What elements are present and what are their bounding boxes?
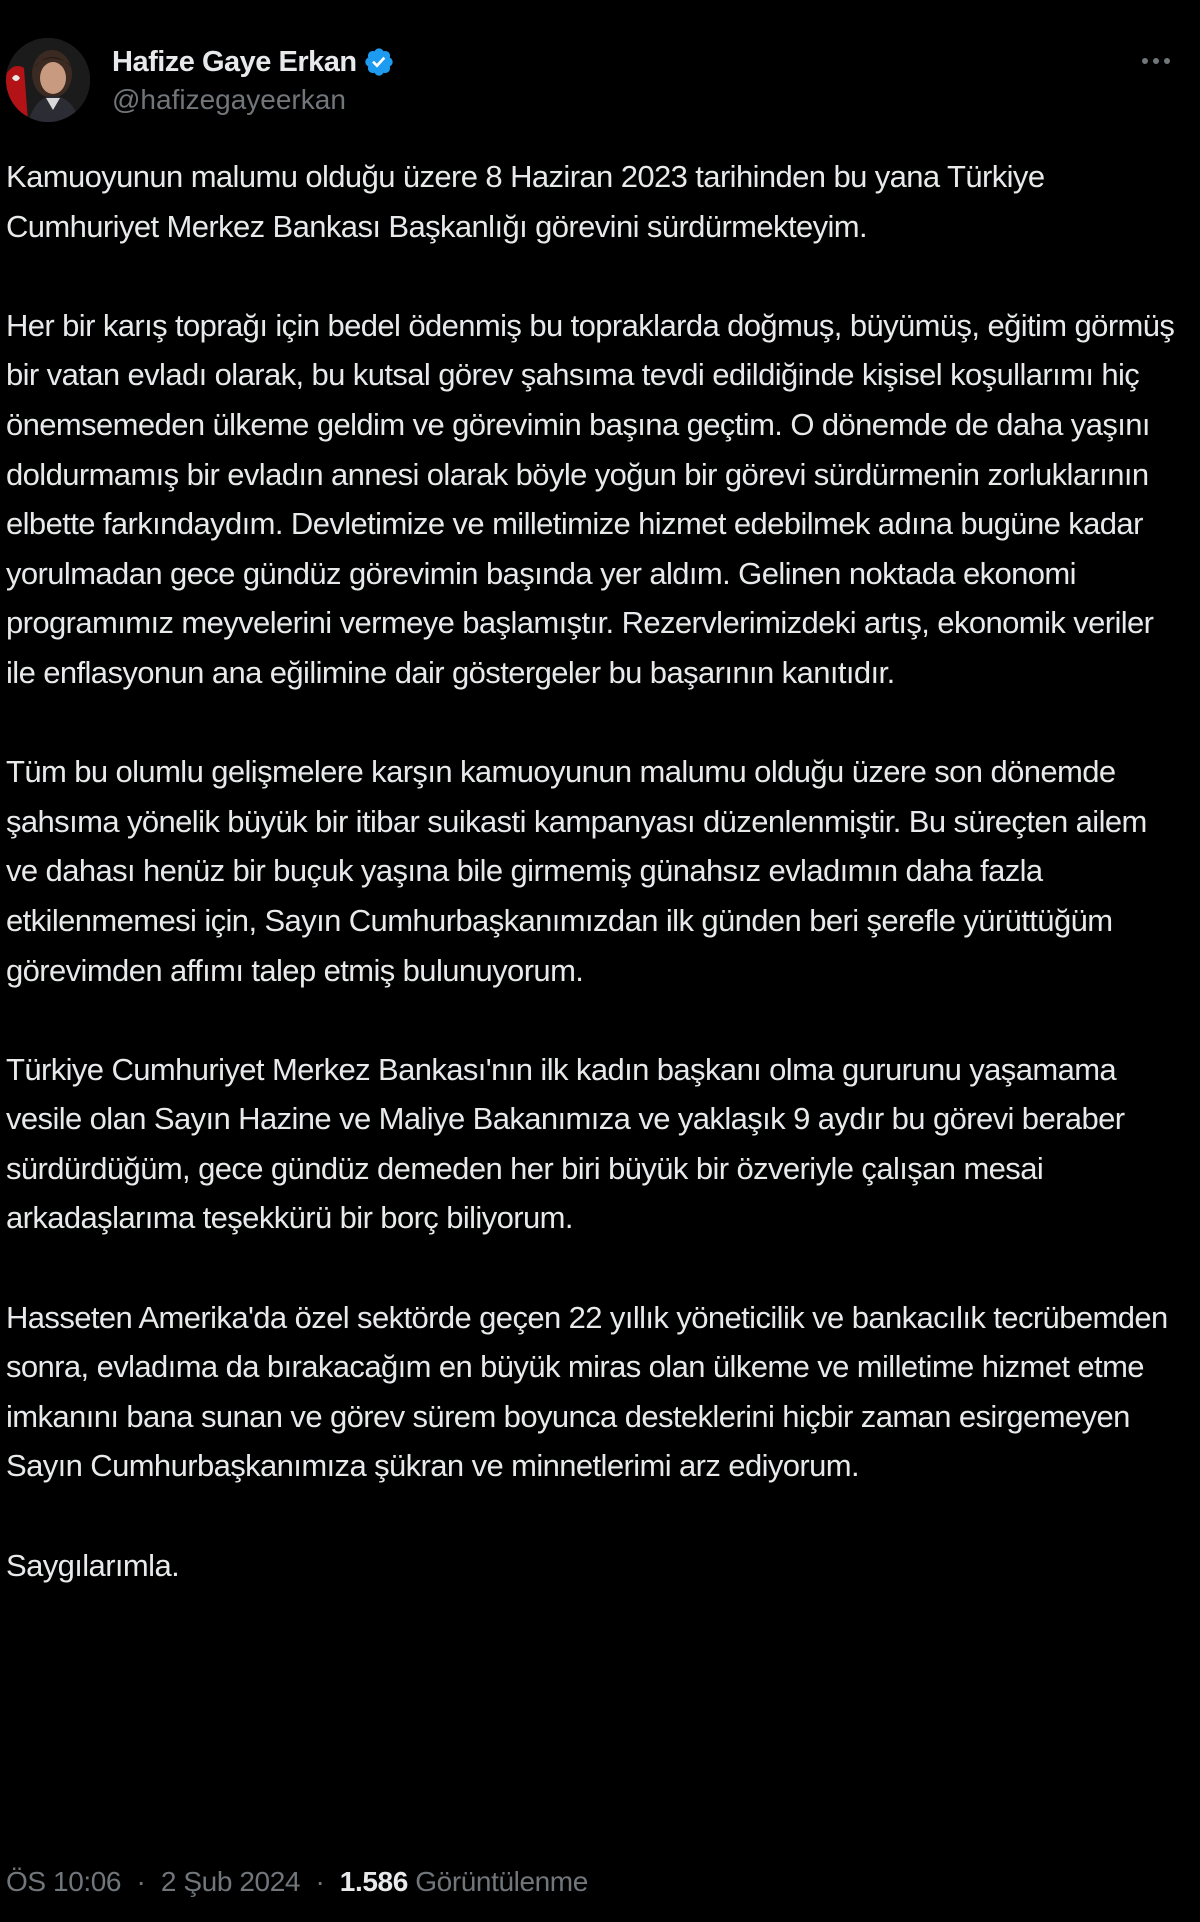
tweet-header [6,38,1194,128]
tweet-time[interactable]: ÖS 10:06 [6,1866,122,1897]
views-count: 1.586 [339,1866,408,1897]
tweet-paragraph: Her bir karış toprağı için bedel ödenmiş bu topraklarda doğmuş, büyümüş, eğitim görmüş bir vatan evladı olarak, bu kutsal görev şahsıma tevdi edildiğinde kişisel koşullarımı hiç önemsemeden ülkeme geldim ve görevimin başına geçtim. O dönemde de daha yaşını doldurmamış bir evladın annesi olarak böyle yoğun bir görevi sürdürmenin zorluklarının elbette farkındaydım. Devletimize ve milletimize hizmet edebilmek adına bugüne kadar yorulmadan gece gündüz görevimin başında yer aldım. Gelinen noktada ekonomi programımız meyvelerini vermeye başlamıştır. Rezervlerimizdeki artış, ekonomik veriler ile enflasyonun ana eğilimine dair göstergeler bu başarının kanıtıdır. [6,307,1183,690]
tweet-paragraph: Kamuoyunun malumu olduğu üzere 8 Haziran 2023 tarihinden bu yana Türkiye Cumhuriyet Merkez Bankası Başkanlığı görevini sürdürmekteyim. [6,159,1053,244]
meta-separator: · [315,1866,325,1897]
tweet-paragraph: Hasseten Amerika'da özel sektörde geçen 22 yıllık yöneticilik ve bankacılık tecrübemden sonra, evladıma da bırakacağım en büyük miras olan ülkeme ve milletime hizmet etme imkanını bana sunan ve görev sürem boyunca desteklerini hiçbir zaman esirgemeyen Sayın Cumhurbaşkanımıza şükran ve minnetlerimi arz ediyorum. [6,1299,1176,1484]
tweet-paragraph: Türkiye Cumhuriyet Merkez Bankası'nın ilk kadın başkanı olma gururunu yaşamama vesile olan Sayın Hazine ve Maliye Bakanımıza ve yaklaşık 9 aydır bu görevi beraber sürdürdüğüm, gece gündüz demeden her biri büyük bir özveriyle çalışan mesai arkadaşlarıma teşekkürü bir borç biliyorum. [6,1051,1133,1236]
avatar-photo-icon [6,38,90,122]
tweet-meta [6,1866,588,1898]
tweet-text [6,152,1186,1590]
tweet-paragraph: Tüm bu olumlu gelişmelere karşın kamuoyunun malumu olduğu üzere son dönemde şahsıma yönelik büyük bir itibar suikasti kampanyası düzenlenmiştir. Bu süreçten ailem ve dahası henüz bir buçuk yaşına bile girmemiş günahsız evladımın daha fazla etkilenmemesi için, Sayın Cumhurbaşkanımızdan ilk günden beri şerefle yürüttüğüm görevimden affımı talep etmiş bulunuyorum. [6,754,1155,988]
more-options-icon[interactable] [1136,46,1176,76]
verified-badge-icon[interactable] [363,46,395,78]
display-name-row [112,42,395,82]
author-handle[interactable]: @hafizegayeerkan [112,84,346,115]
display-name[interactable]: Hafize Gaye Erkan [112,45,357,78]
author-names [112,42,395,116]
tweet-paragraph: Saygılarımla. [6,1547,180,1583]
meta-separator: · [136,1866,146,1897]
avatar[interactable] [6,38,90,122]
views-label: Görüntülenme [415,1866,588,1897]
tweet-date[interactable]: 2 Şub 2024 [160,1866,301,1897]
